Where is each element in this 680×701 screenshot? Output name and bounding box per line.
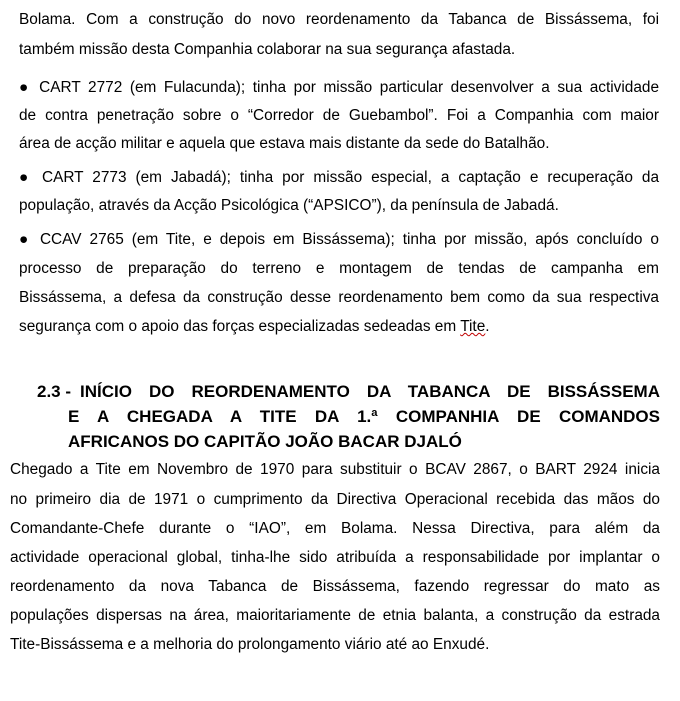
text-line: área de acção militar e aquela que estava mais distante da sede do Batalhão. [19, 135, 550, 152]
text-line: ● CART 2772 (em Fulacunda); tinha por missão particular desenvolver a sua actividade [19, 79, 659, 96]
heading-line: E A CHEGADA A TITE DA 1.ª COMPANHIA DE COMANDOS [68, 407, 660, 426]
text-line: no primeiro dia de 1971 o cumprimento da Directiva Operacional recebida das mãos do [10, 491, 660, 508]
text-line: Tite-Bissássema e a melhoria do prolongamento viário até ao Enxudé. [10, 636, 490, 653]
text-line: população, através da Acção Psicológica (“APSICO”), da península de Jabadá. [19, 197, 559, 214]
text-line: também missão desta Companhia colaborar na sua segurança afastada. [19, 41, 516, 58]
text-line: de contra penetração sobre o “Corredor de Guebambol”. Foi a Companhia com maior [19, 107, 659, 124]
text-segment: segurança com o apoio das forças especializadas sedeadas em [19, 318, 461, 335]
heading-line: AFRICANOS DO CAPITÃO JOÃO BACAR DJALÓ [68, 432, 462, 451]
text-line: populações dispersas na área, maioritariamente de etnia balanta, a construção da estrada [10, 607, 660, 624]
text-line: processo de preparação do terreno e montagem de tendas de campanha em [19, 260, 659, 277]
text-line: Bolama. Com a construção do novo reordenamento da Tabanca de Bissássema, foi [19, 11, 659, 28]
text-line: actividade operacional global, tinha-lhe sido atribuída a responsabilidade por implantar o [10, 549, 660, 566]
text-line: Bissássema, a defesa da construção desse reordenamento bem como da sua respectiva [19, 289, 659, 306]
heading-line: INÍCIO DO REORDENAMENTO DA TABANCA DE BISSÁSSEMA [80, 382, 660, 401]
text-line: Comandante-Chefe durante o “IAO”, em Bolama. Nessa Directiva, para além da [10, 520, 660, 537]
text-line: ● CART 2773 (em Jabadá); tinha por missão especial, a captação e recuperação da [19, 169, 659, 186]
text-line [19, 317, 490, 337]
text-line: reordenamento da nova Tabanca de Bissássema, fazendo regressar do mato as [10, 578, 660, 595]
section-number: 2.3 - [37, 382, 72, 401]
text-segment: . [485, 318, 490, 335]
spellcheck-word: Tite [460, 318, 486, 335]
text-line: Chegado a Tite em Novembro de 1970 para substituir o BCAV 2867, o BART 2924 inicia [10, 461, 660, 478]
text-line: ● CCAV 2765 (em Tite, e depois em Bissássema); tinha por missão, após concluído o [19, 231, 659, 248]
